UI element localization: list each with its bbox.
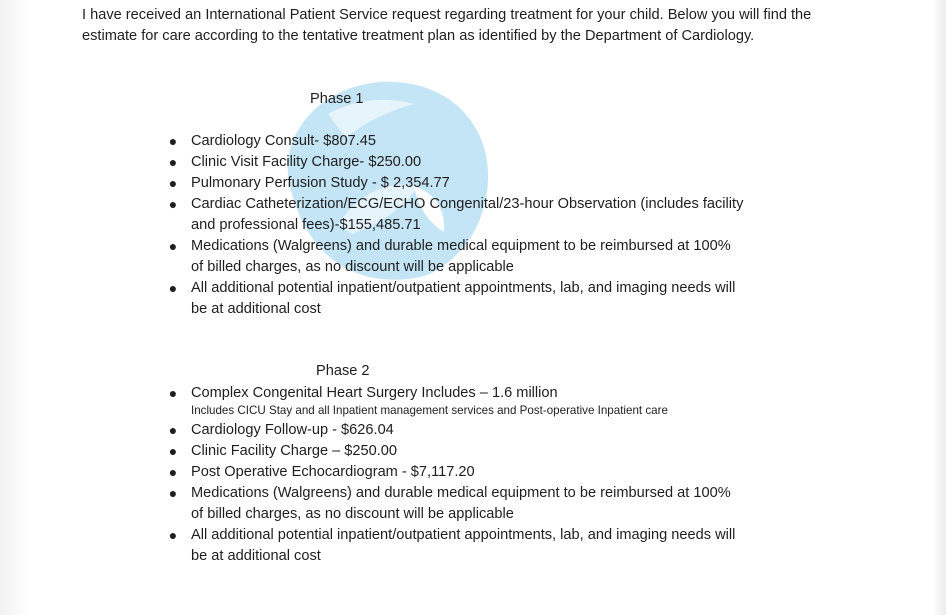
bullet-icon: ● <box>168 175 178 191</box>
bullet-icon: ● <box>168 196 178 212</box>
list-item-text: Pulmonary Perfusion Study - $ 2,354.77 <box>191 175 450 191</box>
phase-1-list <box>166 131 746 320</box>
list-item <box>166 278 746 320</box>
list-item <box>166 131 746 152</box>
list-item-note: Includes CICU Stay and all Inpatient management services and Post-operative Inpatient care <box>191 404 668 417</box>
list-item-text: Cardiology Follow-up - $626.04 <box>191 422 394 438</box>
bullet-icon: ● <box>168 280 178 296</box>
list-item <box>166 173 746 194</box>
list-item-text: Clinic Facility Charge – $250.00 <box>191 443 398 459</box>
list-item-text: Clinic Visit Facility Charge- $250.00 <box>191 154 422 170</box>
list-item-text: Cardiology Consult- $807.45 <box>191 133 376 149</box>
bullet-icon: ● <box>168 422 178 438</box>
list-item <box>166 236 746 278</box>
bullet-icon: ● <box>168 154 178 170</box>
bullet-icon: ● <box>168 385 178 401</box>
list-item <box>166 420 746 441</box>
list-item <box>166 483 746 525</box>
list-item <box>166 194 746 236</box>
bullet-icon: ● <box>168 485 178 501</box>
page-shadow-left <box>0 0 28 615</box>
list-item <box>166 383 746 419</box>
list-item-text: Post Operative Echocardiogram - $7,117.20 <box>191 464 475 480</box>
list-item <box>166 462 746 483</box>
phase-1-heading: Phase 1 <box>310 91 364 107</box>
list-item-text: Cardiac Catheterization/ECG/ECHO Congenital/23-hour Observation (includes facility and professional fees)-$155,485.71 <box>191 196 744 233</box>
bullet-icon: ● <box>168 238 178 254</box>
bullet-icon: ● <box>168 443 178 459</box>
list-item-text: Medications (Walgreens) and durable medical equipment to be reimbursed at 100% of billed charges, as no discount will be applicable <box>191 238 731 275</box>
list-item-text: All additional potential inpatient/outpatient appointments, lab, and imaging needs will be at additional cost <box>191 280 736 317</box>
list-item-text: Medications (Walgreens) and durable medical equipment to be reimbursed at 100% of billed charges, as no discount will be applicable <box>191 485 731 522</box>
intro-paragraph: I have received an International Patient Service request regarding treatment for your child. Below you will find the estimate for care according to the tentative treatment plan as identified by the Department of Cardiology. <box>82 7 812 44</box>
bullet-icon: ● <box>168 527 178 543</box>
list-item <box>166 525 746 567</box>
phase-2-heading: Phase 2 <box>316 363 370 379</box>
list-item-text: All additional potential inpatient/outpatient appointments, lab, and imaging needs will be at additional cost <box>191 527 736 564</box>
page-shadow-right <box>932 0 946 615</box>
bullet-icon: ● <box>168 464 178 480</box>
list-item-text: Complex Congenital Heart Surgery Includes – 1.6 million <box>191 385 558 401</box>
list-item <box>166 152 746 173</box>
list-item <box>166 441 746 462</box>
phase-2-list <box>166 383 746 567</box>
bullet-icon: ● <box>168 133 178 149</box>
